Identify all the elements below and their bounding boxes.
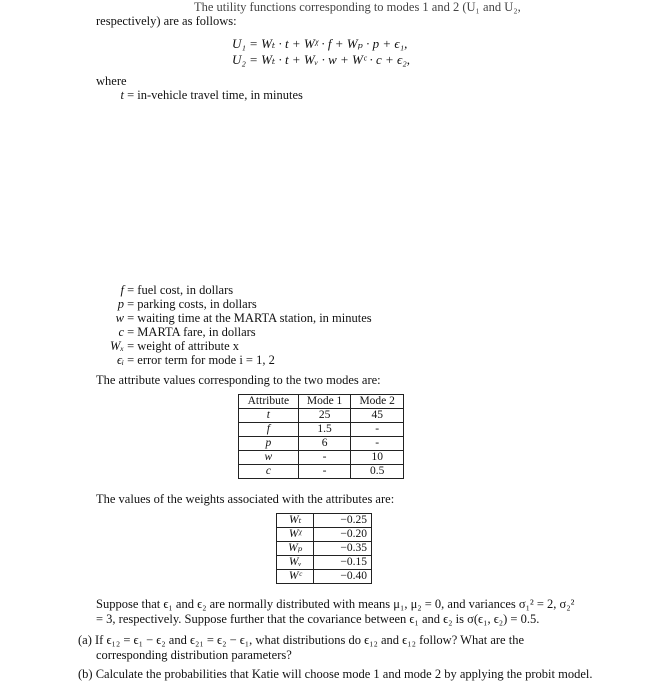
weight-symbol: Wᵡ	[277, 528, 314, 542]
attr-cell: f	[239, 423, 299, 437]
definition-desc: = fuel cost, in dollars	[127, 283, 234, 297]
table-row	[277, 528, 372, 542]
suppose-line-2: = 3, respectively. Suppose further that the covariance between ϵ₁ and ϵ₂ is σ(ϵ₁, ϵ₂) = 0.5.	[96, 612, 540, 626]
mode1-cell: -	[298, 451, 351, 465]
mode2-cell: -	[351, 437, 404, 451]
weight-value: −0.20	[314, 528, 372, 542]
mode2-cell: 45	[351, 409, 404, 423]
attribute-table	[238, 394, 404, 479]
header-attribute: Attribute	[239, 395, 299, 409]
header-mode-1: Mode 1	[298, 395, 351, 409]
definition-c	[110, 325, 256, 340]
table-row	[239, 465, 404, 479]
equation-u1: U₁ = Wₜ · t + Wᵡ · f + Wₚ · p + ϵ₁,	[232, 36, 408, 51]
definition-ei	[110, 353, 275, 368]
table-header-row	[239, 395, 404, 409]
question-a-line-1: (a) If ϵ₁₂ = ϵ₁ − ϵ₂ and ϵ₂₁ = ϵ₂ − ϵ₁, what distributions do ϵ₁₂ and ϵ₁₂ follow? What are the	[78, 633, 525, 647]
definition-desc: = in-vehicle travel time, in minutes	[127, 88, 303, 102]
intro-line-2: respectively) are as follows:	[96, 14, 237, 28]
weight-symbol: Wₚ	[277, 542, 314, 556]
definition-desc: = weight of attribute x	[127, 339, 240, 353]
definition-symbol: t	[120, 88, 124, 102]
weight-symbol: Wₜ	[277, 514, 314, 528]
definition-symbol: p	[117, 297, 124, 311]
weights-intro: The values of the weights associated with the attributes are:	[96, 492, 395, 506]
mode1-cell: -	[298, 465, 351, 479]
suppose-line-1: Suppose that ϵ₁ and ϵ₂ are normally distributed with means μ₁, μ₂ = 0, and variances σ₁² = 2, σ₂²	[96, 597, 575, 611]
definition-f	[110, 283, 233, 298]
mode1-cell: 25	[298, 409, 351, 423]
table-row	[239, 409, 404, 423]
definition-wx	[104, 339, 239, 354]
definition-desc: = parking costs, in dollars	[127, 297, 257, 311]
attr-cell: t	[239, 409, 299, 423]
table-row	[277, 514, 372, 528]
definition-symbol: Wₓ	[110, 339, 124, 353]
intro-line-1: The utility functions corresponding to modes 1 and 2 (U₁ and U₂,	[194, 0, 521, 14]
definition-symbol: ϵᵢ	[116, 353, 124, 367]
weight-value: −0.35	[314, 542, 372, 556]
definition-symbol: f	[120, 283, 124, 297]
attr-cell: p	[239, 437, 299, 451]
mode1-cell: 6	[298, 437, 351, 451]
attr-cell: c	[239, 465, 299, 479]
table-row	[239, 437, 404, 451]
table-row	[277, 556, 372, 570]
table-row	[239, 451, 404, 465]
definition-desc: = MARTA fare, in dollars	[127, 325, 256, 339]
mode1-cell: 1.5	[298, 423, 351, 437]
where-label: where	[96, 74, 127, 88]
question-b: (b) Calculate the probabilities that Katie will choose mode 1 and mode 2 by applying the probit model.	[78, 667, 593, 681]
attributes-intro: The attribute values corresponding to the two modes are:	[96, 373, 381, 387]
weights-table	[276, 513, 372, 584]
mode2-cell: 0.5	[351, 465, 404, 479]
table-row	[277, 542, 372, 556]
mode2-cell: 10	[351, 451, 404, 465]
table-row	[239, 423, 404, 437]
attr-cell: w	[239, 451, 299, 465]
definition-p	[110, 297, 257, 312]
weight-value: −0.40	[314, 570, 372, 584]
definition-w	[110, 311, 372, 326]
definition-desc: = waiting time at the MARTA station, in minutes	[127, 311, 372, 325]
table-row	[277, 570, 372, 584]
weight-value: −0.25	[314, 514, 372, 528]
definition-symbol: w	[115, 311, 124, 325]
weight-symbol: Wᵥ	[277, 556, 314, 570]
question-a-line-2: corresponding distribution parameters?	[96, 648, 292, 662]
definition-desc: = error term for mode i = 1, 2	[127, 353, 275, 367]
weight-value: −0.15	[314, 556, 372, 570]
weight-symbol: Wᶜ	[277, 570, 314, 584]
definition-symbol: c	[118, 325, 124, 339]
definition-t	[110, 88, 303, 103]
equation-u2: U₂ = Wₜ · t + Wᵥ · w + Wᶜ · c + ϵ₂,	[232, 52, 411, 67]
header-mode-2: Mode 2	[351, 395, 404, 409]
mode2-cell: -	[351, 423, 404, 437]
